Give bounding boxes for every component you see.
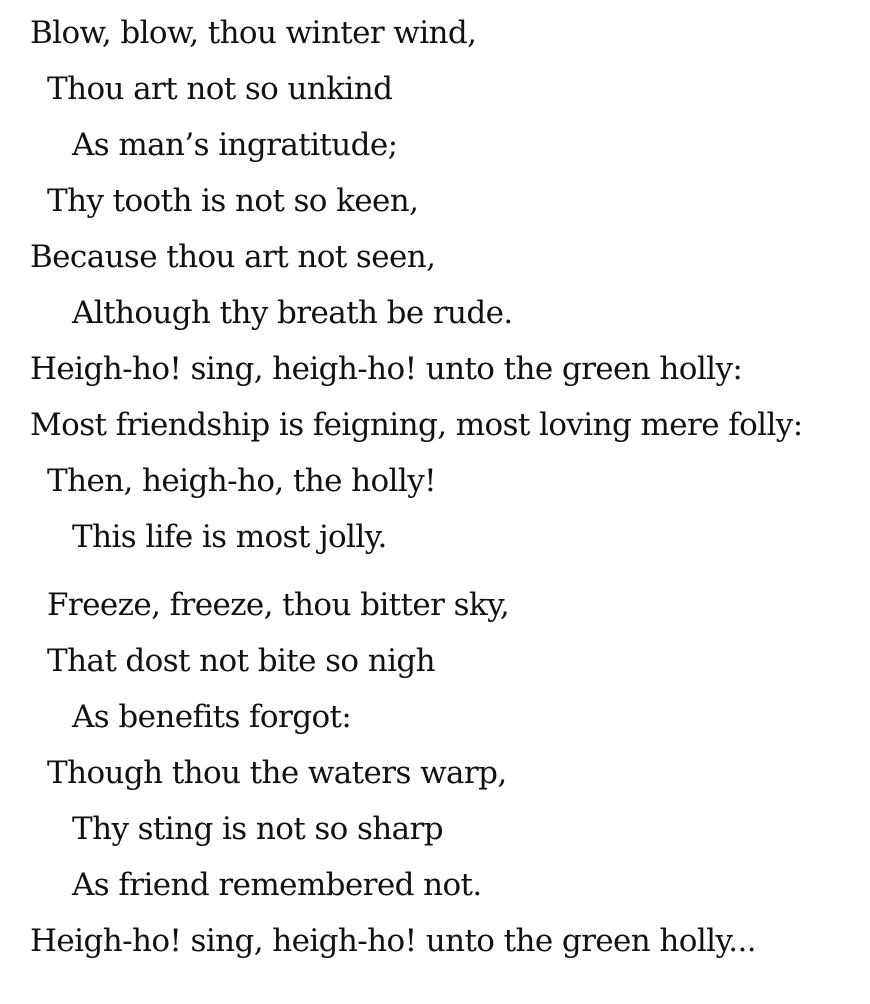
poem-line: As benefits forgot: [72,699,352,735]
poem-stanza-2 [30,583,860,975]
poem-line: Thy sting is not so sharp [72,811,444,847]
poem-line: Heigh-ho! sing, heigh-ho! unto the green holly... [30,923,757,959]
poem-line: Thou art not so unkind [47,71,393,107]
poem-line: That dost not bite so nigh [47,643,436,679]
poem-line: As friend remembered not. [72,867,482,903]
poem-line: Heigh-ho! sing, heigh-ho! unto the green holly: [30,351,743,387]
poem-line: Because thou art not seen, [30,239,436,275]
poem [30,11,860,975]
poem-line: Blow, blow, thou winter wind, [30,15,477,51]
poem-line: Then, heigh-ho, the holly! [47,463,436,499]
poem-stanza-1 [30,11,860,571]
poem-line: Thy tooth is not so keen, [47,183,419,219]
poem-line: Although thy breath be rude. [72,295,513,331]
poem-line: This life is most jolly. [72,519,387,555]
poem-line: Freeze, freeze, thou bitter sky, [47,587,510,623]
poem-line: Most friendship is feigning, most loving mere folly: [30,407,803,443]
poem-line: Though thou the waters warp, [47,755,507,791]
poem-line: As man’s ingratitude; [72,127,398,163]
